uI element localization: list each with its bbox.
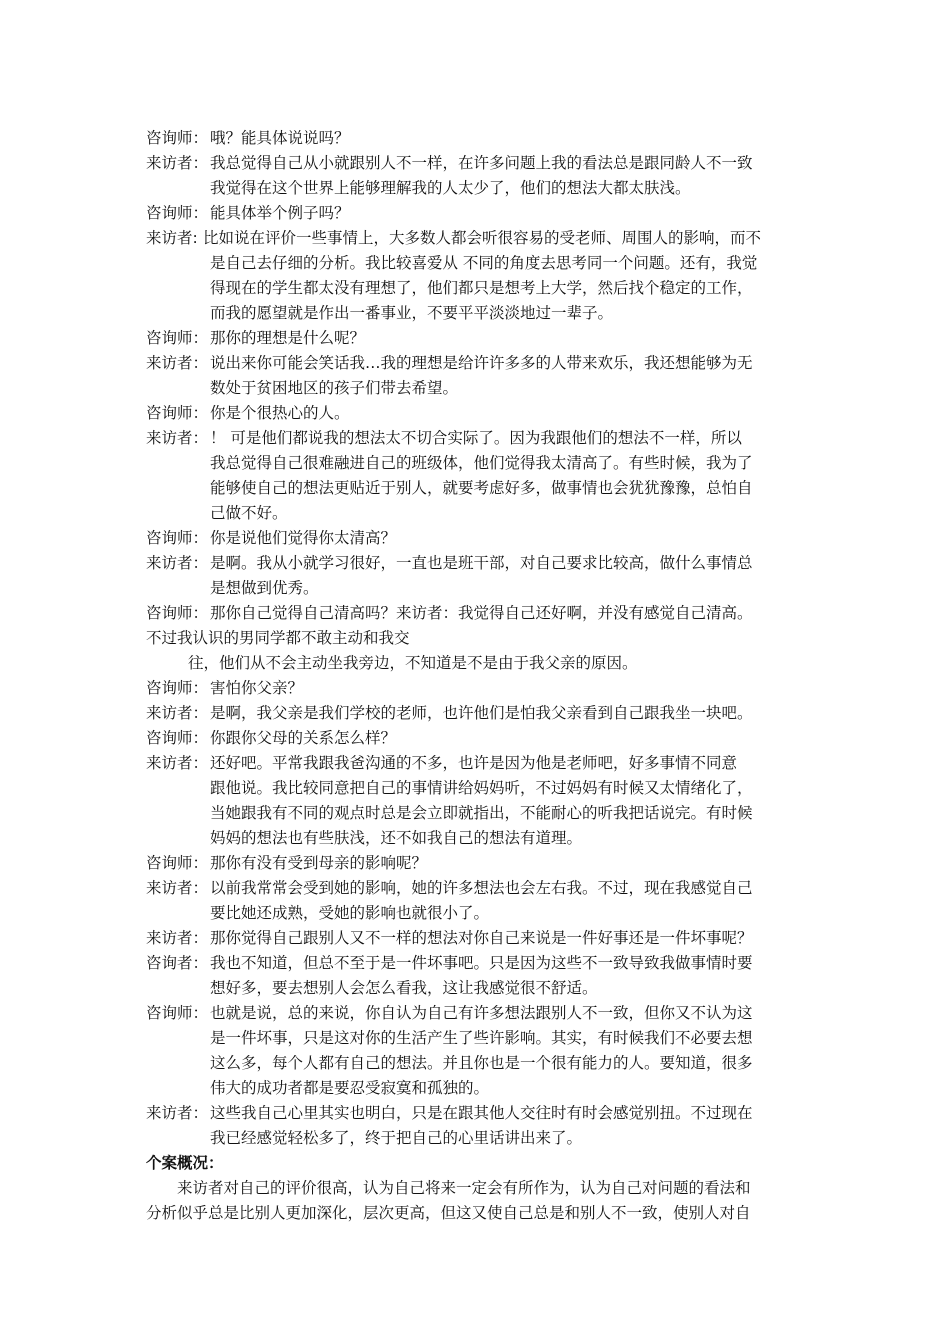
utterance-line: 得现在的学生都太没有理想了，他们都只是想考上大学，然后找个稳定的工作， [210, 279, 753, 297]
utterance-line: 跟他说。我比较同意把自己的事情讲给妈妈听，不过妈妈有时候又太情绪化了， [210, 779, 753, 797]
utterance-line: 这么多，每个人都有自己的想法。并且你也是一个很有能力的人。要知道，很多 [210, 1054, 753, 1072]
utterance-line: 也就是说，总的来说，你自认为自己有许多想法跟别人不一致，但你又不认为这 [210, 1004, 753, 1022]
section-heading: 个案概况： [146, 1154, 224, 1172]
speaker-label: 咨询师： [146, 1004, 209, 1022]
utterance-line: 伟大的成功者都是要忍受寂寞和孤独的。 [210, 1079, 490, 1097]
utterance-line: 你是个很热心的人。 [210, 404, 350, 422]
utterance-line: 那你自己觉得自己清高吗？来访者：我觉得自己还好啊，并没有感觉自己清高。 [210, 604, 753, 622]
speaker-label: 来访者： [146, 354, 209, 372]
speaker-label: 来访者： [146, 1104, 209, 1122]
utterance-line: 那你的理想是什么呢？ [210, 329, 366, 347]
summary-line: 分析似乎总是比别人更加深化，层次更高，但这又使自己总是和别人不一致，使别人对自 [146, 1204, 751, 1222]
utterance-line: 是啊，我父亲是我们学校的老师，也许他们是怕我父亲看到自己跟我坐一块吧。 [210, 704, 753, 722]
utterance-line: 我觉得在这个世界上能够理解我的人太少了，他们的想法大都太肤浅。 [210, 179, 691, 197]
utterance-line: 那你有没有受到母亲的影响呢？ [210, 854, 428, 872]
utterance-line: 我总觉得自己很难融进自己的班级体，他们觉得我太清高了。有些时候，我为了 [210, 454, 753, 472]
speaker-label: 来访者: [146, 229, 198, 247]
speaker-label: 咨询师： [146, 854, 209, 872]
speaker-label: 来访者： [146, 554, 209, 572]
speaker-label: 来访者： [146, 154, 209, 172]
utterance-line: 数处于贫困地区的孩子们带去希望。 [210, 379, 459, 397]
speaker-label: 咨询师： [146, 204, 209, 222]
speaker-label: 来访者： [146, 929, 209, 947]
utterance-line: 你跟你父母的关系怎么样？ [210, 729, 397, 747]
speaker-label: 来访者： [146, 704, 209, 722]
utterance-line: 我也不知道，但总不至于是一件坏事吧。只是因为这些不一致导致我做事情时要 [210, 954, 753, 972]
utterance-line: 要比她还成熟，受她的影响也就很小了。 [210, 904, 490, 922]
utterance-line: 能够使自己的想法更贴近于别人，就要考虑好多，做事情也会犹犹豫豫，总怕自 [210, 479, 753, 497]
speaker-label: 咨询师： [146, 404, 209, 422]
speaker-label: 咨询师： [146, 604, 209, 622]
utterance-line: 我总觉得自己从小就跟别人不一样，在许多问题上我的看法总是跟同龄人不一致 [210, 154, 753, 172]
utterance-line: 是自己去仔细的分析。我比较喜爱从 不同的角度去思考同一个问题。还有，我觉 [210, 254, 758, 272]
utterance-line: 当她跟我有不同的观点时总是会立即就指出，不能耐心的听我把话说完。有时候 [210, 804, 753, 822]
speaker-label: 咨询师： [146, 129, 209, 147]
utterance-line: 哦？能具体说说吗？ [210, 129, 350, 147]
utterance-line: 是啊。我从小就学习很好，一直也是班干部，对自己要求比较高，做什么事情总 [210, 554, 753, 572]
utterance-line: 能具体举个例子吗？ [210, 204, 350, 222]
speaker-label: 咨询师： [146, 729, 209, 747]
summary-line: 来访者对自己的评价很高，认为自己将来一定会有所作为，认为自己对问题的看法和 [177, 1179, 751, 1197]
speaker-label: 咨询者： [146, 954, 209, 972]
utterance-line: 说出来你可能会笑话我…我的理想是给许许多多的人带来欢乐，我还想能够为无 [210, 354, 753, 372]
utterance-line: 妈妈的想法也有些肤浅，还不如我自己的想法有道理。 [210, 829, 583, 847]
continuation-line: 不过我认识的男同学都不敢主动和我交 [146, 629, 410, 647]
utterance-line: 想好多，要去想别人会怎么看我，这让我感觉很不舒适。 [210, 979, 598, 997]
utterance-line: 我已经感觉轻松多了，终于把自己的心里话讲出来了。 [210, 1129, 583, 1147]
utterance-line: 那你觉得自己跟别人又不一样的想法对你自己来说是一件好事还是一件坏事呢？ [210, 929, 753, 947]
utterance-line: 己做不好。 [210, 504, 288, 522]
utterance-line: ！ 可是他们都说我的想法太不切合实际了。因为我跟他们的想法不一样，所以 [210, 429, 742, 447]
utterance-line: 还好吧。平常我跟我爸沟通的不多，也许是因为他是老师吧，好多事情不同意 [210, 754, 738, 772]
utterance-line: 比如说在评价一些事情上，大多数人都会听很容易的受老师、周围人的影响，而不 [203, 229, 762, 247]
speaker-label: 来访者： [146, 754, 209, 772]
utterance-line: 是想做到优秀。 [210, 579, 319, 597]
utterance-line: 你是说他们觉得你太清高？ [210, 529, 397, 547]
utterance-line: 这些我自己心里其实也明白，只是在跟其他人交往时有时会感觉别扭。不过现在 [210, 1104, 753, 1122]
continuation-line: 往，他们从不会主动坐我旁边，不知道是不是由于我父亲的原因。 [188, 654, 638, 672]
speaker-label: 来访者： [146, 429, 209, 447]
utterance-line: 害怕你父亲？ [210, 679, 304, 697]
speaker-label: 咨询师： [146, 529, 209, 547]
speaker-label: 咨询师： [146, 679, 209, 697]
speaker-label: 咨询师： [146, 329, 209, 347]
speaker-label: 来访者： [146, 879, 209, 897]
utterance-line: 是一件坏事，只是这对你的生活产生了些许影响。其实，有时候我们不必要去想 [210, 1029, 753, 1047]
utterance-line: 以前我常常会受到她的影响，她的许多想法也会左右我。不过，现在我感觉自己 [210, 879, 753, 897]
utterance-line: 而我的愿望就是作出一番事业，不要平平淡淡地过一辈子。 [210, 304, 614, 322]
